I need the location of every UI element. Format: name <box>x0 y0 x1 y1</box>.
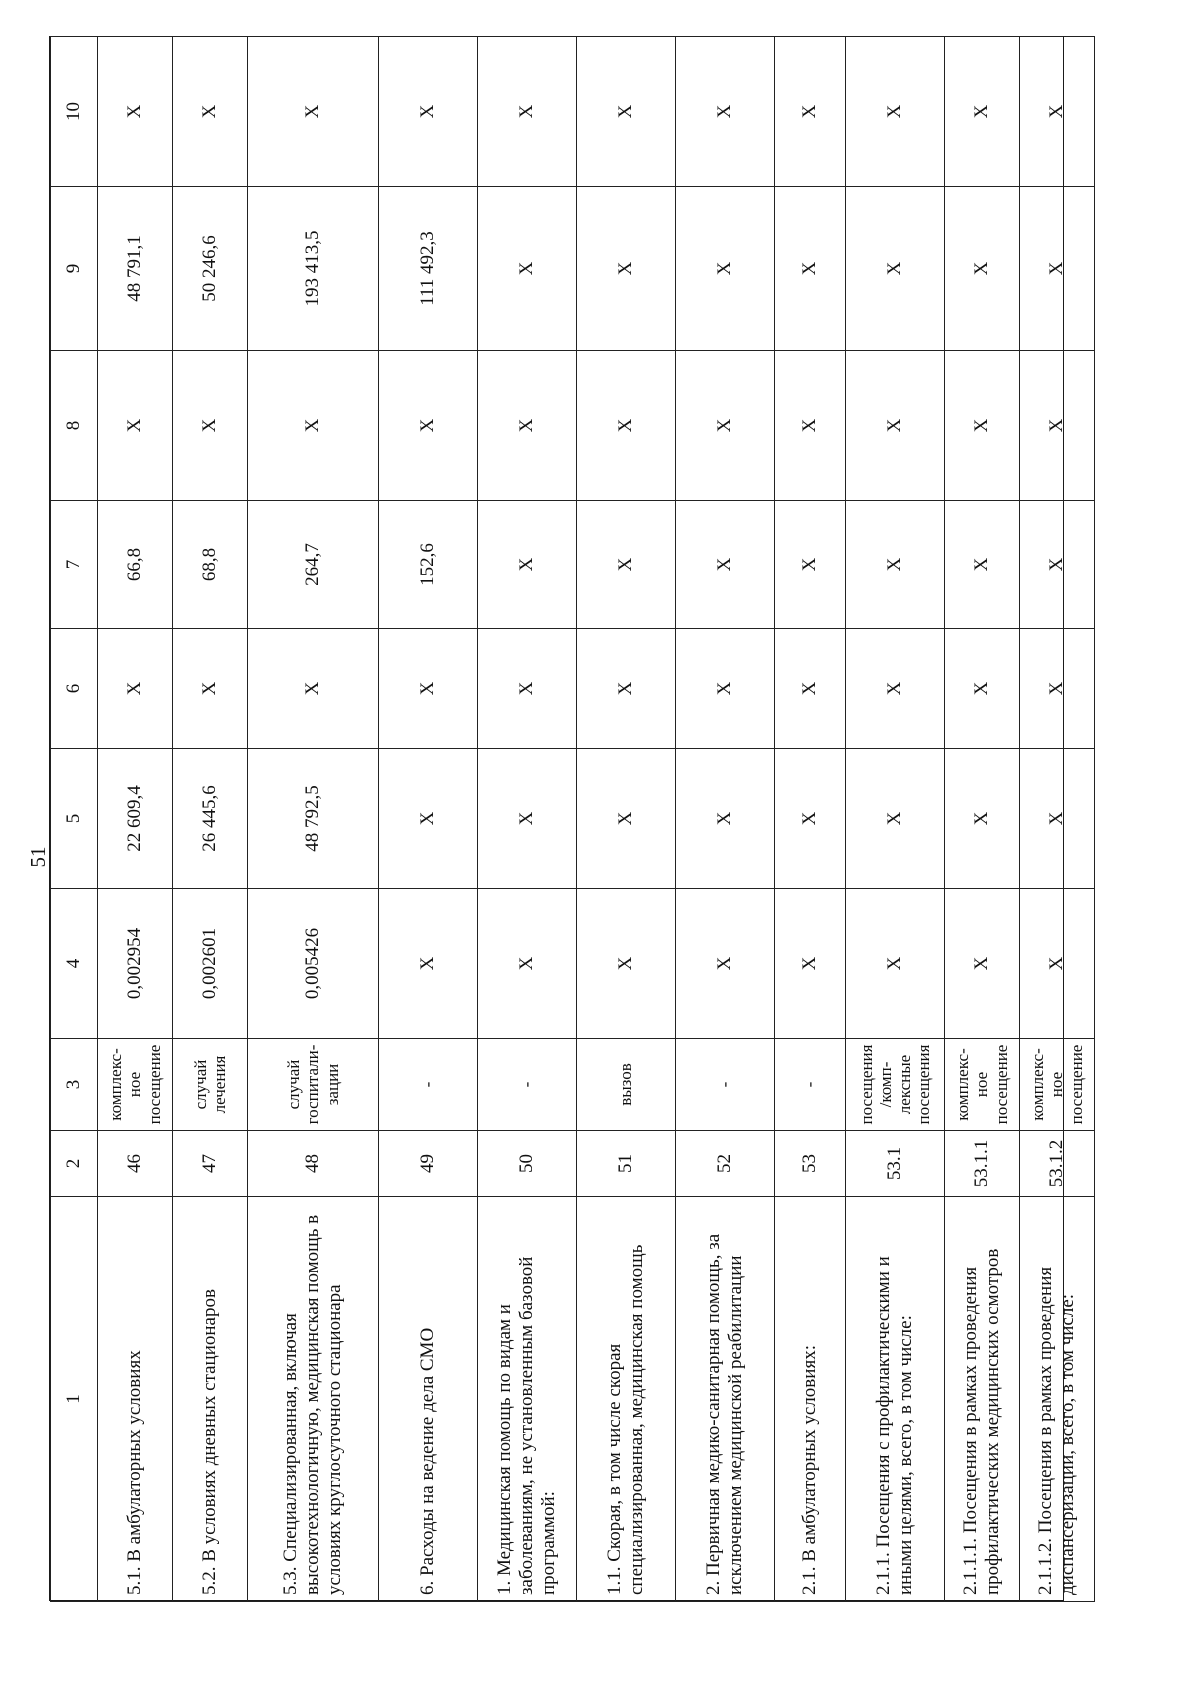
cell-col4: 0,002601 <box>173 889 248 1039</box>
cell-col9: 111 492,3 <box>379 187 478 351</box>
table-row <box>98 37 173 1602</box>
cell-col7: 152,6 <box>379 501 478 629</box>
table-row <box>379 37 478 1602</box>
row-name: 5.2. В условиях дневных стационаров <box>173 1197 248 1602</box>
cell-col8: X <box>98 351 173 501</box>
cell-col7: X <box>775 501 846 629</box>
cell-col5: 26 445,6 <box>173 749 248 889</box>
cell-col8: X <box>676 351 775 501</box>
rotated-table-container <box>50 37 1086 1602</box>
row-code: 51 <box>577 1131 676 1197</box>
cell-col10: X <box>945 37 1020 187</box>
cell-col9: 193 413,5 <box>248 187 379 351</box>
table-row <box>846 37 945 1602</box>
cell-col5: X <box>676 749 775 889</box>
cell-col6: X <box>98 629 173 749</box>
cell-col8: X <box>577 351 676 501</box>
table-row <box>676 37 775 1602</box>
row-code: 53.1.1 <box>945 1131 1020 1197</box>
cell-col7: X <box>478 501 577 629</box>
column-header: 10 <box>51 37 98 187</box>
column-header: 1 <box>51 1197 98 1602</box>
row-code: 50 <box>478 1131 577 1197</box>
cell-col10: X <box>577 37 676 187</box>
row-name: 6. Расходы на ведение дела СМО <box>379 1197 478 1602</box>
cell-col7: X <box>1020 501 1095 629</box>
row-unit: комплекс-ное посещение <box>945 1039 1020 1131</box>
cell-col5: X <box>379 749 478 889</box>
cell-col4: X <box>676 889 775 1039</box>
cell-col10: X <box>676 37 775 187</box>
table-row <box>577 37 676 1602</box>
cell-col7: 68,8 <box>173 501 248 629</box>
table-row <box>1020 37 1095 1602</box>
cell-col4: X <box>945 889 1020 1039</box>
row-unit: - <box>676 1039 775 1131</box>
column-header: 4 <box>51 889 98 1039</box>
cell-col8: X <box>173 351 248 501</box>
cell-col9: 48 791,1 <box>98 187 173 351</box>
row-code: 52 <box>676 1131 775 1197</box>
cell-col7: X <box>676 501 775 629</box>
row-unit: комплекс-ное посещение <box>1020 1039 1095 1131</box>
row-code: 53.1 <box>846 1131 945 1197</box>
row-name: 5.1. В амбулаторных условиях <box>98 1197 173 1602</box>
cell-col5: X <box>577 749 676 889</box>
cell-col5: X <box>1020 749 1095 889</box>
cell-col5: X <box>478 749 577 889</box>
row-name: 2.1.1. Посещения с профилактическими и иными целями, всего, в том числе: <box>846 1197 945 1602</box>
cell-col9: X <box>775 187 846 351</box>
cell-col8: X <box>1020 351 1095 501</box>
cell-col5: X <box>775 749 846 889</box>
cell-col6: X <box>676 629 775 749</box>
column-header: 5 <box>51 749 98 889</box>
cell-col8: X <box>846 351 945 501</box>
table-row <box>478 37 577 1602</box>
row-unit: - <box>775 1039 846 1131</box>
cell-col5: 48 792,5 <box>248 749 379 889</box>
row-name: 2.1.1.2. Посещения в рамках проведения диспансеризации, всего, в том числе: <box>1020 1197 1095 1602</box>
cell-col8: X <box>775 351 846 501</box>
cell-col9: X <box>1020 187 1095 351</box>
row-unit: вызов <box>577 1039 676 1131</box>
row-code: 48 <box>248 1131 379 1197</box>
row-unit: посещения /комп-лексные посещения <box>846 1039 945 1131</box>
cell-col10: X <box>1020 37 1095 187</box>
column-header: 9 <box>51 187 98 351</box>
cell-col10: X <box>98 37 173 187</box>
cell-col6: X <box>846 629 945 749</box>
cell-col10: X <box>846 37 945 187</box>
cell-col4: X <box>577 889 676 1039</box>
table-row <box>945 37 1020 1602</box>
row-unit: - <box>478 1039 577 1131</box>
table-header-row <box>51 37 98 1602</box>
row-name: 2.1.1.1. Посещения в рамках проведения профилактических медицинских осмотров <box>945 1197 1020 1602</box>
row-unit: - <box>379 1039 478 1131</box>
row-code: 53.1.2 <box>1020 1131 1095 1197</box>
row-name: 2. Первичная медико-санитарная помощь, за исключением медицинской реабилитации <box>676 1197 775 1602</box>
cell-col7: 264,7 <box>248 501 379 629</box>
cell-col7: 66,8 <box>98 501 173 629</box>
cell-col4: X <box>775 889 846 1039</box>
column-header: 7 <box>51 501 98 629</box>
cell-col9: X <box>846 187 945 351</box>
page-number: 51 <box>26 846 50 868</box>
row-name: 5.3. Специализированная, включая высокотехнологичную, медицинская помощь в условиях круглосуточного стационара <box>248 1197 379 1602</box>
cell-col9: 50 246,6 <box>173 187 248 351</box>
cell-col6: X <box>173 629 248 749</box>
cell-col7: X <box>945 501 1020 629</box>
cell-col7: X <box>577 501 676 629</box>
cell-col10: X <box>478 37 577 187</box>
cell-col9: X <box>478 187 577 351</box>
cell-col5: X <box>945 749 1020 889</box>
cell-col6: X <box>775 629 846 749</box>
column-header: 8 <box>51 351 98 501</box>
cell-col5: 22 609,4 <box>98 749 173 889</box>
cell-col9: X <box>577 187 676 351</box>
table-row <box>173 37 248 1602</box>
cell-col6: X <box>1020 629 1095 749</box>
row-name: 2.1. В амбулаторных условиях: <box>775 1197 846 1602</box>
row-code: 49 <box>379 1131 478 1197</box>
cell-col6: X <box>379 629 478 749</box>
column-header: 3 <box>51 1039 98 1131</box>
document-table-frame <box>49 36 1086 1601</box>
row-code: 46 <box>98 1131 173 1197</box>
row-unit: комплекс-ное посещение <box>98 1039 173 1131</box>
cell-col9: X <box>676 187 775 351</box>
row-code: 47 <box>173 1131 248 1197</box>
data-table <box>50 36 1095 1602</box>
cell-col4: 0,005426 <box>248 889 379 1039</box>
cell-col4: 0,002954 <box>98 889 173 1039</box>
cell-col8: X <box>379 351 478 501</box>
cell-col7: X <box>846 501 945 629</box>
cell-col4: X <box>846 889 945 1039</box>
cell-col10: X <box>775 37 846 187</box>
cell-col6: X <box>945 629 1020 749</box>
cell-col9: X <box>945 187 1020 351</box>
cell-col10: X <box>379 37 478 187</box>
column-header: 6 <box>51 629 98 749</box>
cell-col4: X <box>478 889 577 1039</box>
column-header: 2 <box>51 1131 98 1197</box>
cell-col10: X <box>173 37 248 187</box>
cell-col4: X <box>1020 889 1095 1039</box>
cell-col8: X <box>478 351 577 501</box>
row-unit: случай госпитали-зации <box>248 1039 379 1131</box>
cell-col6: X <box>577 629 676 749</box>
row-code: 53 <box>775 1131 846 1197</box>
cell-col4: X <box>379 889 478 1039</box>
row-unit: случай лечения <box>173 1039 248 1131</box>
cell-col5: X <box>846 749 945 889</box>
cell-col6: X <box>478 629 577 749</box>
table-row <box>248 37 379 1602</box>
table-row <box>775 37 846 1602</box>
cell-col8: X <box>945 351 1020 501</box>
cell-col6: X <box>248 629 379 749</box>
cell-col10: X <box>248 37 379 187</box>
cell-col8: X <box>248 351 379 501</box>
row-name: 1.1. Скорая, в том числе скорая специализированная, медицинская помощь <box>577 1197 676 1602</box>
row-name: 1. Медицинская помощь по видам и заболеваниям, не установленным базовой программой: <box>478 1197 577 1602</box>
